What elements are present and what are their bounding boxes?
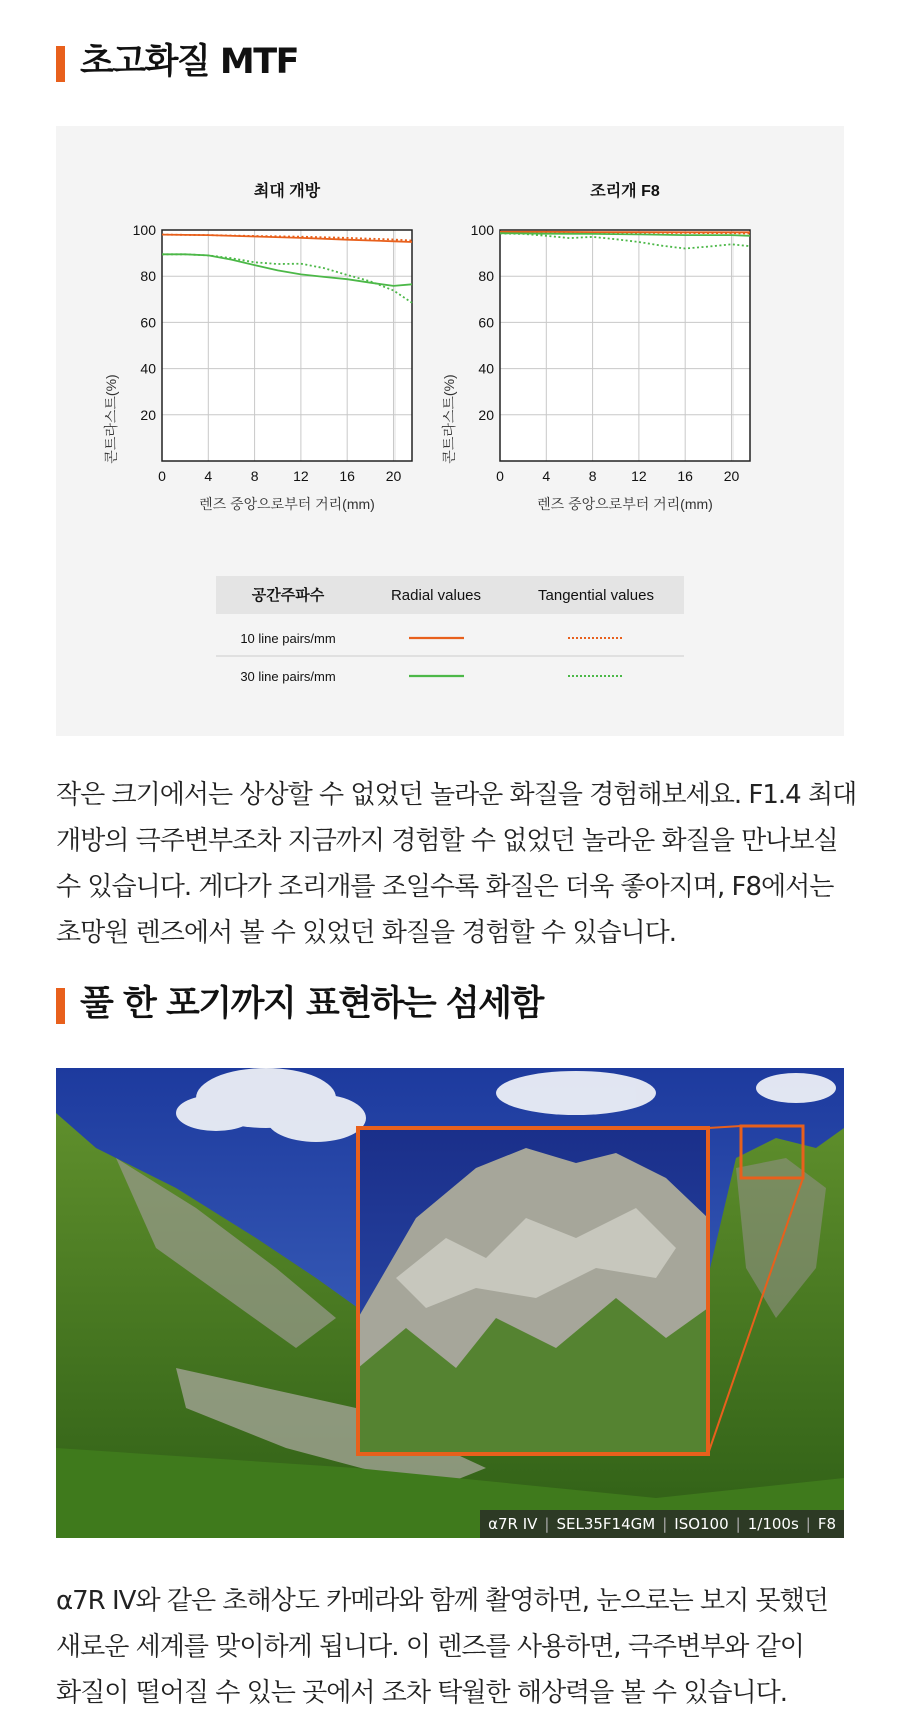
exif-iso: ISO100 xyxy=(674,1515,729,1533)
legend-header: Radial values xyxy=(390,587,482,604)
y-tick-label: 80 xyxy=(478,268,494,285)
title-accent-bar xyxy=(56,988,65,1024)
y-tick-label: 40 xyxy=(478,360,494,377)
paragraph-line: 새로운 세계를 맞이하게 됩니다. 이 렌즈를 사용하면, 극주변부와 같이 xyxy=(56,1632,804,1662)
x-tick-label: 16 xyxy=(339,468,355,484)
legend-row-label: 10 line pairs/mm xyxy=(240,631,336,646)
chart-title: 최대 개방 xyxy=(253,183,321,200)
exif-separator: | xyxy=(805,1515,811,1533)
paragraph-line: 초망원 렌즈에서 볼 수 있었던 화질을 경험할 수 있습니다. xyxy=(56,918,677,948)
exif-camera: α7R IV xyxy=(488,1515,538,1533)
exif-separator: | xyxy=(735,1515,741,1533)
x-tick-label: 12 xyxy=(631,468,647,484)
paragraph-line: 화질이 떨어질 수 있는 곳에서 조차 탁월한 해상력을 볼 수 있습니다. xyxy=(56,1678,788,1708)
exif-caption xyxy=(480,1510,844,1538)
mtf-description xyxy=(56,772,856,956)
plot-area xyxy=(500,230,750,461)
x-tick-label: 8 xyxy=(250,468,259,484)
y-tick-label: 20 xyxy=(140,406,156,423)
mtf-charts-svg xyxy=(56,126,844,736)
paragraph-line: 작은 크기에서는 상상할 수 없었던 놀라운 화질을 경험해보세요. F1.4 최대 xyxy=(56,780,857,810)
y-tick-label: 60 xyxy=(478,314,494,331)
plot-area xyxy=(162,230,412,461)
x-tick-label: 20 xyxy=(723,468,740,484)
mtf-chart-panel xyxy=(56,126,844,736)
y-tick-label: 20 xyxy=(478,406,494,423)
x-axis-label: 렌즈 중앙으로부터 거리(mm) xyxy=(199,496,375,512)
exif-shutter: 1/100s xyxy=(747,1515,799,1533)
y-tick-label: 40 xyxy=(140,360,156,377)
y-tick-label: 100 xyxy=(470,222,494,238)
exif-lens: SEL35F14GM xyxy=(556,1515,656,1533)
y-tick-label: 80 xyxy=(140,268,156,285)
x-tick-label: 0 xyxy=(158,468,166,484)
x-tick-label: 12 xyxy=(293,468,309,484)
x-tick-label: 8 xyxy=(588,468,597,484)
x-tick-label: 4 xyxy=(542,468,551,484)
legend-header: 공간주파수 xyxy=(251,587,325,604)
paragraph-line: 수 있습니다. 게다가 조리개를 조일수록 화질은 더욱 좋아지며, F8에서는 xyxy=(56,872,834,902)
paragraph-line: 개방의 극주변부조차 지금까지 경험할 수 없었던 놀라운 화질을 만나보실 xyxy=(56,826,838,856)
y-tick-label: 100 xyxy=(132,222,156,238)
mountain-sample-photo xyxy=(56,1068,844,1538)
exif-aperture: F8 xyxy=(817,1515,836,1533)
legend-row-label: 30 line pairs/mm xyxy=(240,669,336,684)
y-axis-label: 콘트라스트(%) xyxy=(103,374,119,464)
title-accent-bar xyxy=(56,46,65,82)
landscape-illustration xyxy=(56,1068,844,1538)
chart-title: 조리개 F8 xyxy=(590,183,660,200)
section-title-text: 초고화질 MTF xyxy=(80,42,299,82)
exif-separator: | xyxy=(544,1515,550,1533)
legend-header: Tangential values xyxy=(538,587,654,604)
section-title-text: 풀 한 포기까지 표현하는 섬세함 xyxy=(80,984,543,1024)
paragraph-line: α7R IV와 같은 초해상도 카메라와 함께 촬영하면, 눈으로는 보지 못했던 xyxy=(56,1586,828,1616)
x-tick-label: 16 xyxy=(677,468,693,484)
x-tick-label: 4 xyxy=(204,468,213,484)
x-tick-label: 20 xyxy=(385,468,402,484)
exif-separator: | xyxy=(662,1515,668,1533)
detail-description xyxy=(56,1578,856,1716)
y-axis-label: 콘트라스트(%) xyxy=(441,374,457,464)
x-tick-label: 0 xyxy=(496,468,504,484)
x-axis-label: 렌즈 중앙으로부터 거리(mm) xyxy=(537,496,713,512)
y-tick-label: 60 xyxy=(140,314,156,331)
